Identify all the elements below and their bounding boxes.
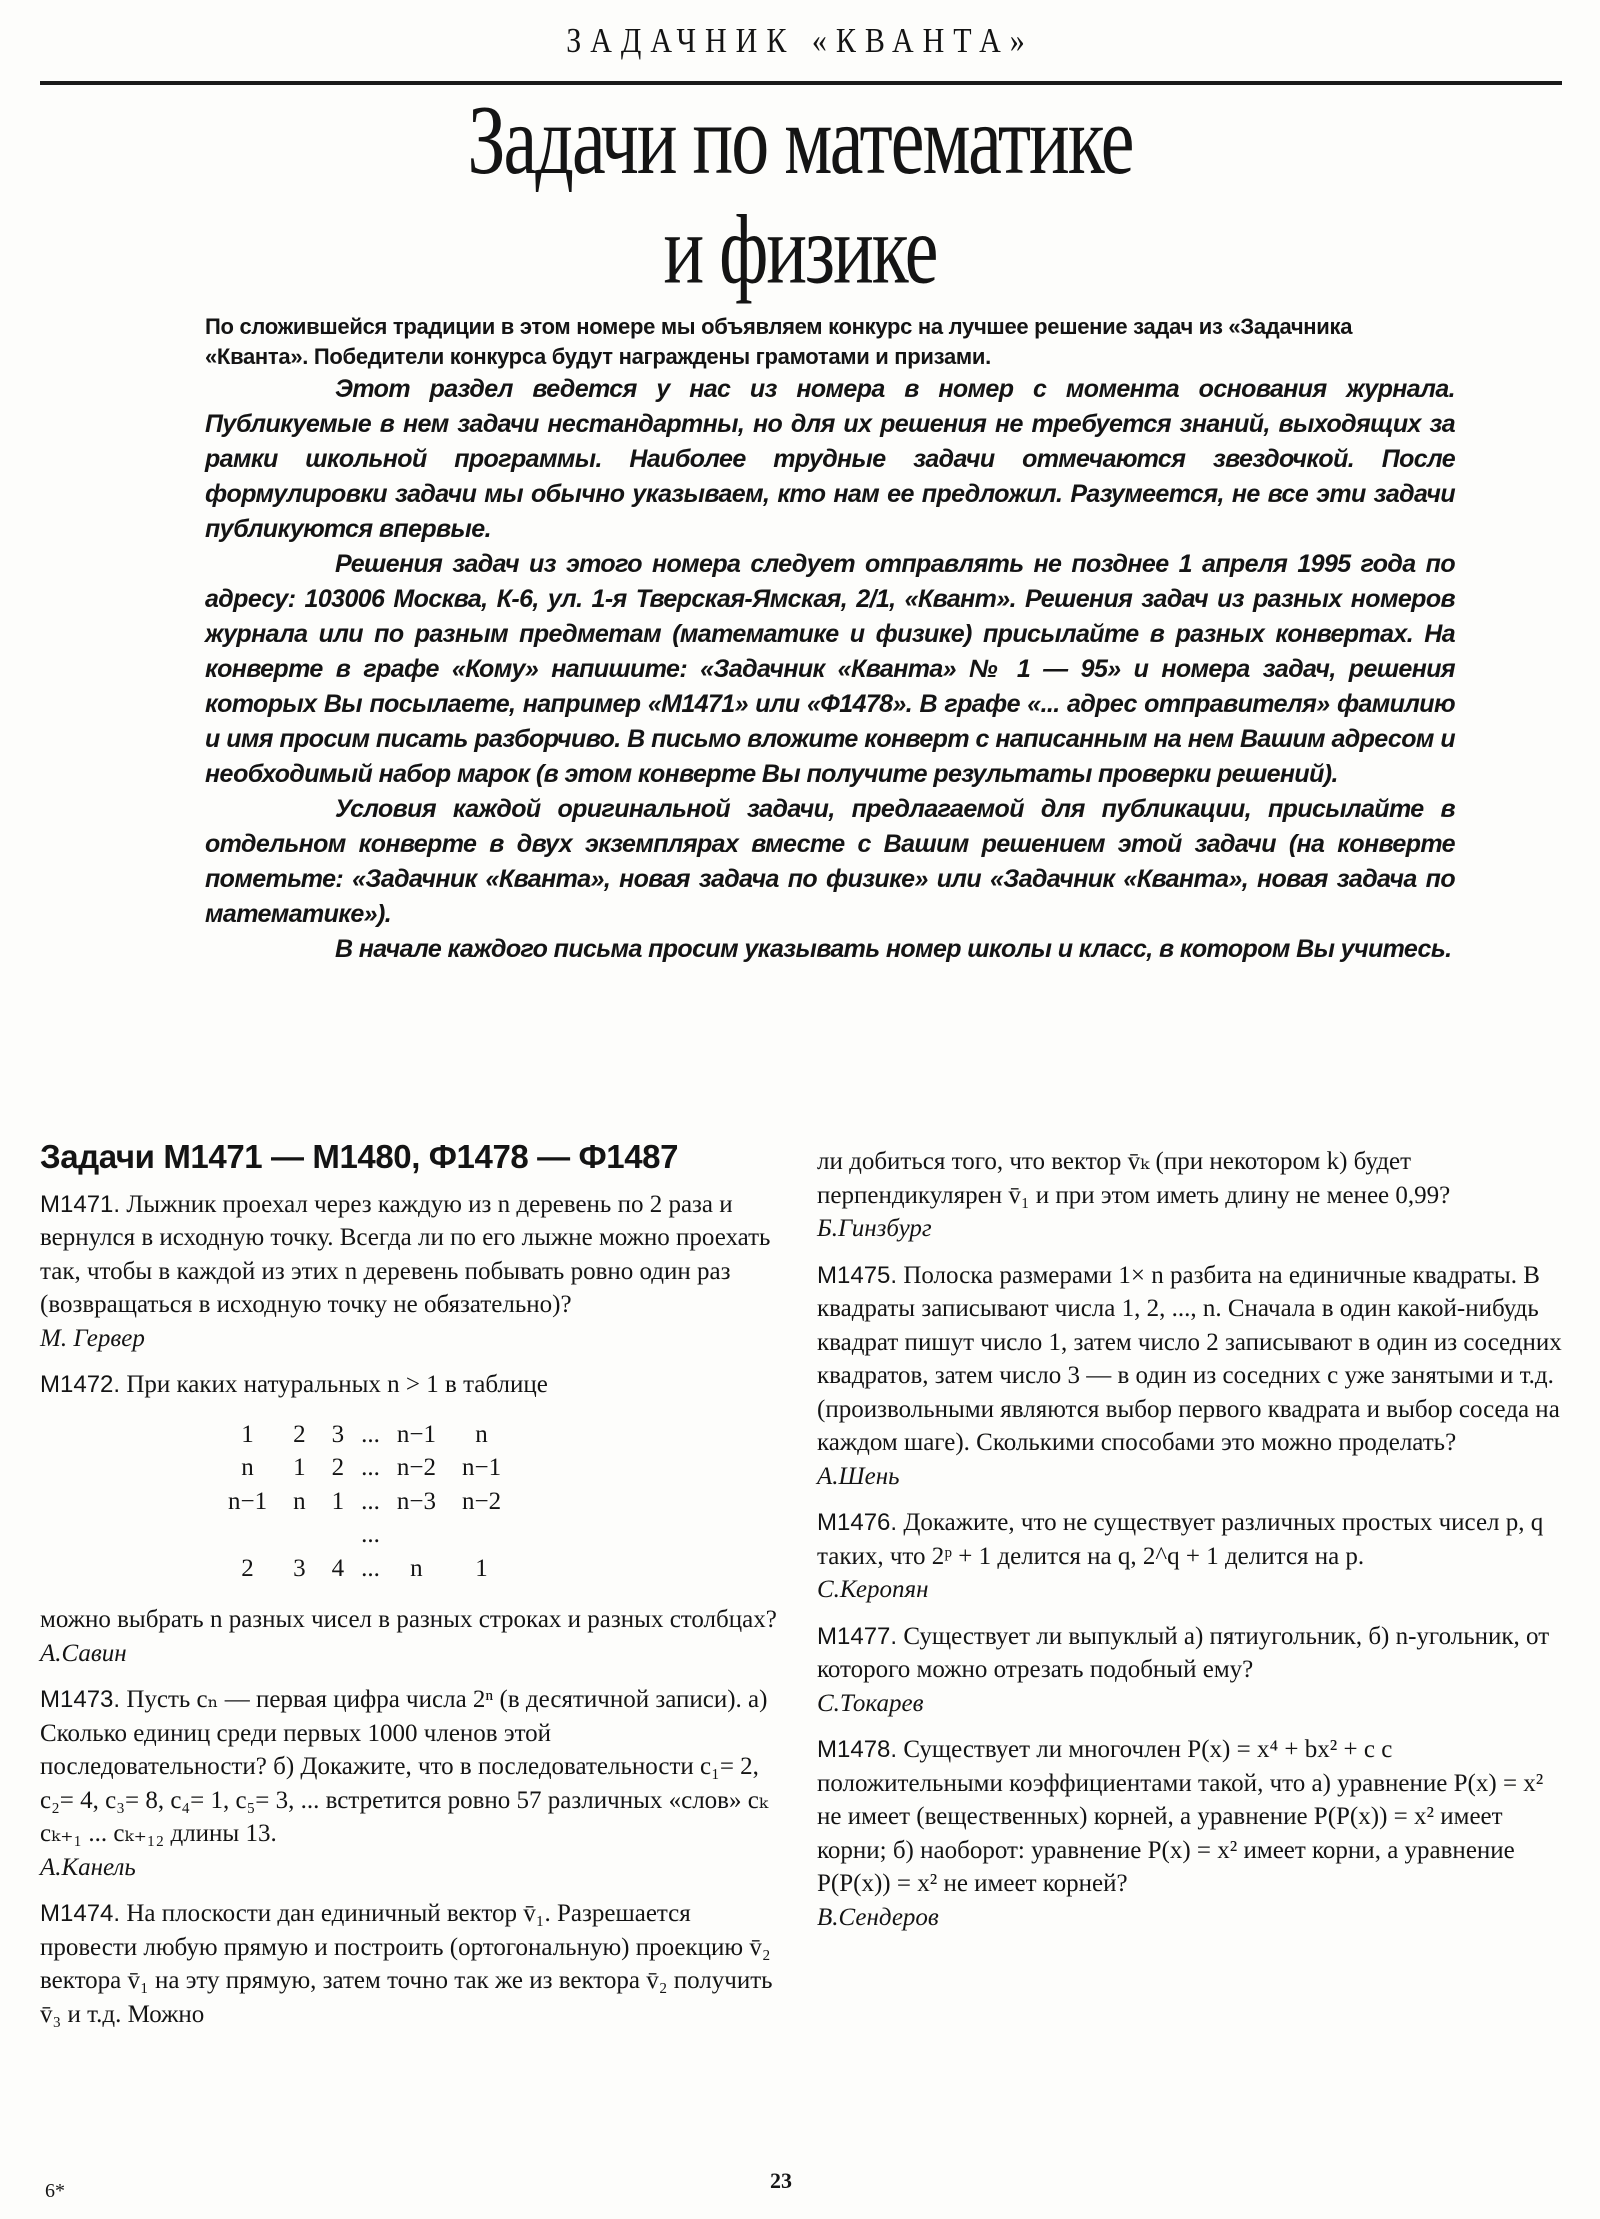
- table-cell: n−1: [228, 1487, 268, 1515]
- table-cell: n−3: [396, 1487, 436, 1515]
- intro-paragraph: Условия каждой оригинальной задачи, предлагаемой для публикации, присылайте в отдельном конверте в двух экземплярах вместе с Вашим решением этой задачи (на конверте пометьте: «Задачник «Кванта», новая задача по физике» или «Задачник «Кванта», новая задача по математике»).: [205, 795, 1455, 928]
- problem-text-continued: ли добиться того, что вектор v̄ₖ (при некотором k) будет перпендикулярен v̄₁ и при этом иметь длину не менее 0,99?: [817, 1148, 1451, 1209]
- problem-id: М1477.: [817, 1622, 898, 1650]
- title-line-1: Задачи по математике: [467, 86, 1133, 196]
- table-cell: ...: [361, 1521, 380, 1548]
- table-cell: 2: [241, 1554, 254, 1582]
- table-cell: 1: [241, 1420, 254, 1448]
- table-row: [215, 1485, 514, 1519]
- intro-paragraph: Этот раздел ведется у нас из номера в номер с момента основания журнала. Публикуемые в нем задачи нестандартны, но для их решения не требуется знаний, выходящих за рамки школьной программы. Наиболее трудные задачи отмечаются звездочкой. После формулировки задачи мы обычно указываем, кто нам ее предложил. Разумеется, не все эти задачи публикуются впервые.: [205, 375, 1455, 543]
- table-cell: n−2: [396, 1454, 436, 1481]
- problem-id: М1476.: [817, 1509, 898, 1536]
- table-row: [215, 1552, 514, 1586]
- table-cell: ...: [361, 1487, 380, 1515]
- table-cell: [319, 1518, 358, 1552]
- table-cell: ...: [361, 1554, 380, 1582]
- table-row: [215, 1451, 514, 1485]
- intro-paragraph: В начале каждого письма просим указывать номер школы и класс, в котором Вы учитесь.: [335, 935, 1452, 963]
- problem-m1478: [817, 1733, 1562, 1934]
- table-cell: n: [241, 1454, 254, 1481]
- problems-heading: Задачи М1471 — М1480, Ф1478 — Ф1487: [40, 1138, 679, 1175]
- problem-id: М1473.: [40, 1686, 121, 1713]
- table-cell: n: [475, 1420, 488, 1448]
- page-number: 23: [770, 2168, 792, 2193]
- problem-text: Существует ли выпуклый а) пятиугольник, б) n-угольник, от которого можно отрезать подобный ему?: [817, 1622, 1550, 1683]
- problem-m1476: [817, 1506, 1562, 1607]
- problem-m1471: [40, 1188, 780, 1356]
- problem-author: А.Шень: [817, 1462, 900, 1490]
- table-cell: n: [410, 1554, 423, 1582]
- table-row: [215, 1518, 514, 1552]
- problem-m1472: [40, 1368, 780, 1670]
- problem-id: М1471.: [40, 1190, 121, 1218]
- signature-mark: 6*: [45, 2180, 65, 2202]
- table-cell: ...: [361, 1454, 380, 1481]
- intro-lead: По сложившейся традиции в этом номере мы объявляем конкурс на лучшее решение задач из «Задачника «Кванта». Победители конкурса будут награждены грамотами и призами.: [205, 314, 1353, 369]
- table-cell: [449, 1518, 514, 1552]
- intro-block: [205, 312, 1455, 967]
- table-cell: 1: [331, 1487, 345, 1515]
- table-cell: ...: [361, 1420, 380, 1448]
- problem-author: Б.Гинзбург: [817, 1215, 932, 1242]
- number-table: [215, 1418, 514, 1586]
- table-cell: n−1: [396, 1420, 436, 1448]
- title-line-2: и физике: [663, 195, 937, 305]
- table-cell: [280, 1518, 319, 1552]
- table-cell: n: [293, 1487, 306, 1515]
- section-label: ЗАДАЧНИК «КВАНТА»: [566, 22, 1034, 60]
- table-cell: 1: [475, 1554, 488, 1582]
- problem-text: Полоска размерами 1× n разбита на единичные квадраты. В квадраты записывают числа 1, 2, ..., n. Сначала в один какой-нибудь квадрат пишут число 1, затем число 2 записывают в один из соседних квадратов, затем число 3 — в один из соседних с уже занятыми и т.д. (произвольными являются выбор первого квадрата и выбор соседа на каждом шаге). Сколькими способами это можно проделать?: [817, 1261, 1562, 1456]
- problem-text: Докажите, что не существует различных простых чисел p, q таких, что 2ᵖ + 1 делится на q, 2^q + 1 делится на p.: [817, 1509, 1544, 1570]
- problem-id: М1474.: [40, 1900, 121, 1927]
- table-cell: 4: [331, 1554, 345, 1582]
- table-cell: 1: [293, 1454, 306, 1481]
- page-title: [0, 86, 1600, 304]
- problem-text: Пусть cₙ — первая цифра числа 2ⁿ (в десятичной записи). а) Сколько единиц среди первых 1000 членов этой последовательности? б) Докажите, что в последовательности c₁= 2, c₂= 4, c₃= 8, c₄= 1, c₅= 3, ... встретится ровно 57 различных «слов» cₖ cₖ₊₁ ... cₖ₊₁₂ длины 13.: [40, 1686, 768, 1847]
- problem-m1474-continued: [817, 1145, 1562, 1246]
- problem-text: Лыжник проехал через каждую из n деревень по 2 раза и вернулся в исходную точку. Всегда ли по его лыжне можно проехать так, чтобы в каждой из этих n деревень побывать ровно один раз (возвращаться в исходную точку не обязательно)?: [40, 1190, 771, 1318]
- table-cell: [215, 1518, 280, 1552]
- problem-text: На плоскости дан единичный вектор v̄₁. Разрешается провести любую прямую и построить (ортогональную) проекцию v̄₂ вектора v̄₁ на эту прямую, затем точно так же из вектора v̄₂ получить v̄₃ и т.д. Можно: [40, 1900, 773, 2028]
- intro-paragraph: Решения задач из этого номера следует отправлять не позднее 1 апреля 1995 года по адресу: 103006 Москва, К-6, ул. 1-я Тверская-Ямская, 2/1, «Квант». Решения задач из разных номеров журнала или по разным предметам (математике и физике) присылайте в разных конвертах. На конверте в графе «Кому» напишите: «Задачник «Кванта» № 1 — 95» и номера задач, решения которых Вы посылаете, например «М1471» или «Ф1478». В графе «... адрес отправителя» фамилию и имя просим писать разборчиво. В письмо вложите конверт с написанным на нем Вашим адресом и необходимый набор марок (в этом конверте Вы получите результаты проверки решений).: [205, 550, 1455, 788]
- table-cell: 2: [293, 1420, 306, 1448]
- table-cell: n−1: [461, 1454, 502, 1481]
- table-cell: 3: [293, 1554, 306, 1582]
- problem-author: С.Токарев: [817, 1689, 924, 1717]
- left-column: [40, 1140, 780, 2044]
- problem-author: А.Канель: [40, 1853, 136, 1881]
- problem-text-after: можно выбрать n разных чисел в разных строках и разных столбцах?: [40, 1606, 777, 1633]
- table-row: [215, 1418, 514, 1452]
- problem-author: С.Керопян: [817, 1576, 929, 1603]
- problem-m1475: [817, 1259, 1562, 1494]
- table-cell: [384, 1518, 449, 1552]
- header-rule: [40, 81, 1562, 85]
- problem-m1474: [40, 1897, 780, 2031]
- problem-text: При каких натуральных n > 1 в таблице: [126, 1371, 548, 1398]
- problem-id: М1478.: [817, 1736, 898, 1763]
- problem-m1473: [40, 1683, 780, 1884]
- table-cell: n−2: [461, 1487, 502, 1515]
- problem-id: М1472.: [40, 1371, 121, 1398]
- table-cell: 2: [331, 1454, 345, 1481]
- problem-m1477: [817, 1620, 1562, 1721]
- problem-author: А.Савин: [40, 1639, 127, 1667]
- table-cell: 3: [331, 1420, 345, 1448]
- problem-id: М1475.: [817, 1261, 898, 1289]
- right-column: [817, 1145, 1562, 1947]
- problem-author: М. Гервер: [40, 1324, 145, 1352]
- problem-text: Существует ли многочлен P(x) = x⁴ + bx² + c с положительными коэффициентами такой, что а) уравнение P(x) = x² не имеет (вещественных) корней, а уравнение P(P(x)) = x² имеет корни; б) наоборот: уравнение P(x) = x² имеет корни, а уравнение P(P(x)) = x² не имеет корней?: [817, 1736, 1544, 1897]
- problem-author: В.Сендеров: [817, 1903, 939, 1931]
